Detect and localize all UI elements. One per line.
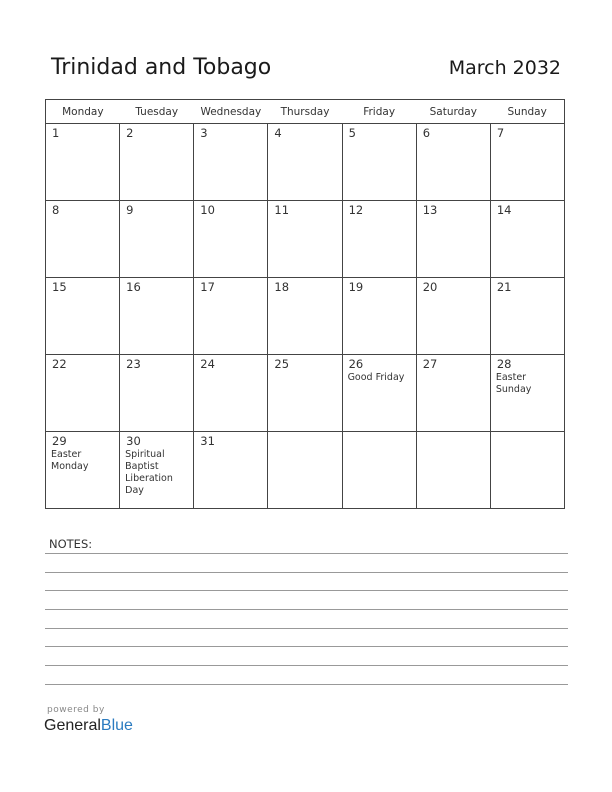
week-row — [46, 124, 565, 201]
day-cell — [416, 201, 490, 278]
day-cell — [120, 201, 194, 278]
holiday-label: Easter Monday — [51, 449, 89, 472]
day-cell — [46, 124, 120, 201]
holiday-label — [417, 140, 490, 141]
holiday-label — [46, 217, 119, 218]
weekday-monday: Monday — [46, 100, 120, 124]
holiday-label — [343, 217, 416, 218]
holiday-label — [343, 434, 416, 435]
notes-line — [45, 684, 568, 685]
day-number: 25 — [274, 357, 290, 371]
weekday-sunday: Sunday — [490, 100, 564, 124]
powered-by-text: powered by — [47, 705, 105, 715]
day-cell — [46, 278, 120, 355]
day-cell — [416, 124, 490, 201]
day-number: 24 — [200, 357, 215, 371]
holiday-label — [491, 140, 564, 141]
holiday-label — [491, 294, 564, 295]
holiday-label — [194, 448, 267, 449]
weekday-header-row — [46, 100, 565, 124]
day-cell — [46, 355, 120, 432]
day-cell — [490, 124, 564, 201]
day-cell — [268, 201, 342, 278]
day-number: 9 — [126, 203, 134, 217]
holiday-label — [343, 140, 416, 141]
day-cell — [342, 124, 416, 201]
notes-line — [45, 665, 568, 666]
day-cell — [416, 278, 490, 355]
holiday-label — [194, 371, 267, 372]
day-number: 4 — [274, 126, 282, 140]
weekday-tuesday: Tuesday — [120, 100, 194, 124]
day-number: 19 — [348, 280, 364, 294]
day-cell — [342, 201, 416, 278]
day-cell — [120, 355, 194, 432]
day-number: 11 — [274, 203, 290, 217]
day-cell — [194, 278, 268, 355]
day-cell — [416, 432, 490, 509]
day-number: 14 — [496, 203, 512, 217]
day-cell — [416, 355, 490, 432]
day-number: 1 — [52, 126, 60, 140]
holiday-label — [268, 371, 341, 372]
holiday-label — [268, 217, 341, 218]
day-number: 30 — [126, 434, 141, 448]
day-number: 18 — [274, 280, 290, 294]
notes-line — [45, 609, 568, 610]
holiday-label — [343, 294, 416, 295]
day-number: 6 — [422, 126, 431, 140]
holiday-label — [417, 217, 490, 218]
holiday-label — [417, 294, 490, 295]
day-number: 16 — [126, 280, 141, 294]
week-row — [46, 432, 565, 509]
day-cell — [120, 278, 194, 355]
holiday-label — [194, 217, 267, 218]
holiday-label — [46, 140, 119, 141]
day-cell — [342, 432, 416, 509]
day-number: 29 — [52, 434, 67, 448]
holiday-label — [120, 371, 193, 372]
page-title: Trinidad and Tobago — [51, 55, 272, 80]
holiday-label — [268, 294, 341, 295]
day-number: 26 — [348, 357, 364, 371]
holiday-label — [417, 434, 490, 435]
notes-line — [45, 646, 568, 647]
day-cell — [194, 355, 268, 432]
notes-line — [45, 628, 568, 629]
holiday-label — [120, 294, 193, 295]
day-cell — [194, 124, 268, 201]
day-number: 21 — [496, 280, 512, 294]
holiday-label — [46, 294, 119, 295]
brand-general: General — [44, 717, 101, 734]
notes-line — [45, 553, 568, 554]
brand-blue: Blue — [100, 717, 133, 734]
day-cell — [194, 432, 268, 509]
day-number: 3 — [200, 126, 208, 140]
day-number: 17 — [200, 280, 215, 294]
day-cell — [46, 432, 120, 509]
day-cell — [268, 432, 342, 509]
day-cell — [490, 278, 564, 355]
day-number: 22 — [52, 357, 67, 371]
day-number: 28 — [496, 357, 512, 371]
brand-logo — [44, 717, 133, 735]
day-number: 15 — [52, 280, 67, 294]
day-cell — [268, 355, 342, 432]
holiday-label — [194, 294, 267, 295]
week-row — [46, 201, 565, 278]
day-cell — [120, 124, 194, 201]
holiday-label — [491, 217, 564, 218]
day-number: 5 — [348, 126, 356, 140]
day-cell — [490, 432, 564, 509]
holiday-label — [46, 371, 119, 372]
calendar-grid — [45, 99, 565, 509]
day-cell — [194, 201, 268, 278]
day-number: 10 — [200, 203, 215, 217]
day-number: 23 — [126, 357, 141, 371]
notes-line — [45, 572, 568, 573]
holiday-label: Easter Sunday — [495, 372, 532, 395]
day-cell — [490, 201, 564, 278]
week-row — [46, 278, 565, 355]
weekday-saturday: Saturday — [416, 100, 490, 124]
day-number: 31 — [200, 434, 215, 448]
holiday-label: Good Friday — [347, 372, 405, 383]
month-year: March 2032 — [448, 57, 561, 79]
holiday-label — [120, 140, 193, 141]
day-number: 12 — [348, 203, 364, 217]
holiday-label — [491, 434, 564, 435]
notes-line — [45, 590, 568, 591]
notes-label: NOTES: — [49, 537, 93, 551]
holiday-label — [268, 140, 341, 141]
day-cell — [268, 124, 342, 201]
holiday-label — [120, 217, 193, 218]
holiday-label: Spiritual Baptist Liberation Day — [125, 449, 173, 496]
day-number: 27 — [422, 357, 438, 371]
weekday-wednesday: Wednesday — [194, 100, 268, 124]
day-cell — [120, 432, 194, 509]
holiday-label — [268, 434, 341, 435]
day-cell — [490, 355, 564, 432]
holiday-label — [417, 371, 490, 372]
day-number: 8 — [52, 203, 60, 217]
day-cell — [268, 278, 342, 355]
day-cell — [342, 355, 416, 432]
week-row — [46, 355, 565, 432]
holiday-label — [194, 140, 267, 141]
day-cell — [342, 278, 416, 355]
weekday-thursday: Thursday — [268, 100, 342, 124]
day-number: 13 — [422, 203, 438, 217]
weekday-friday: Friday — [342, 100, 416, 124]
day-number: 7 — [496, 126, 505, 140]
day-number: 20 — [422, 280, 438, 294]
day-number: 2 — [126, 126, 134, 140]
day-cell — [46, 201, 120, 278]
